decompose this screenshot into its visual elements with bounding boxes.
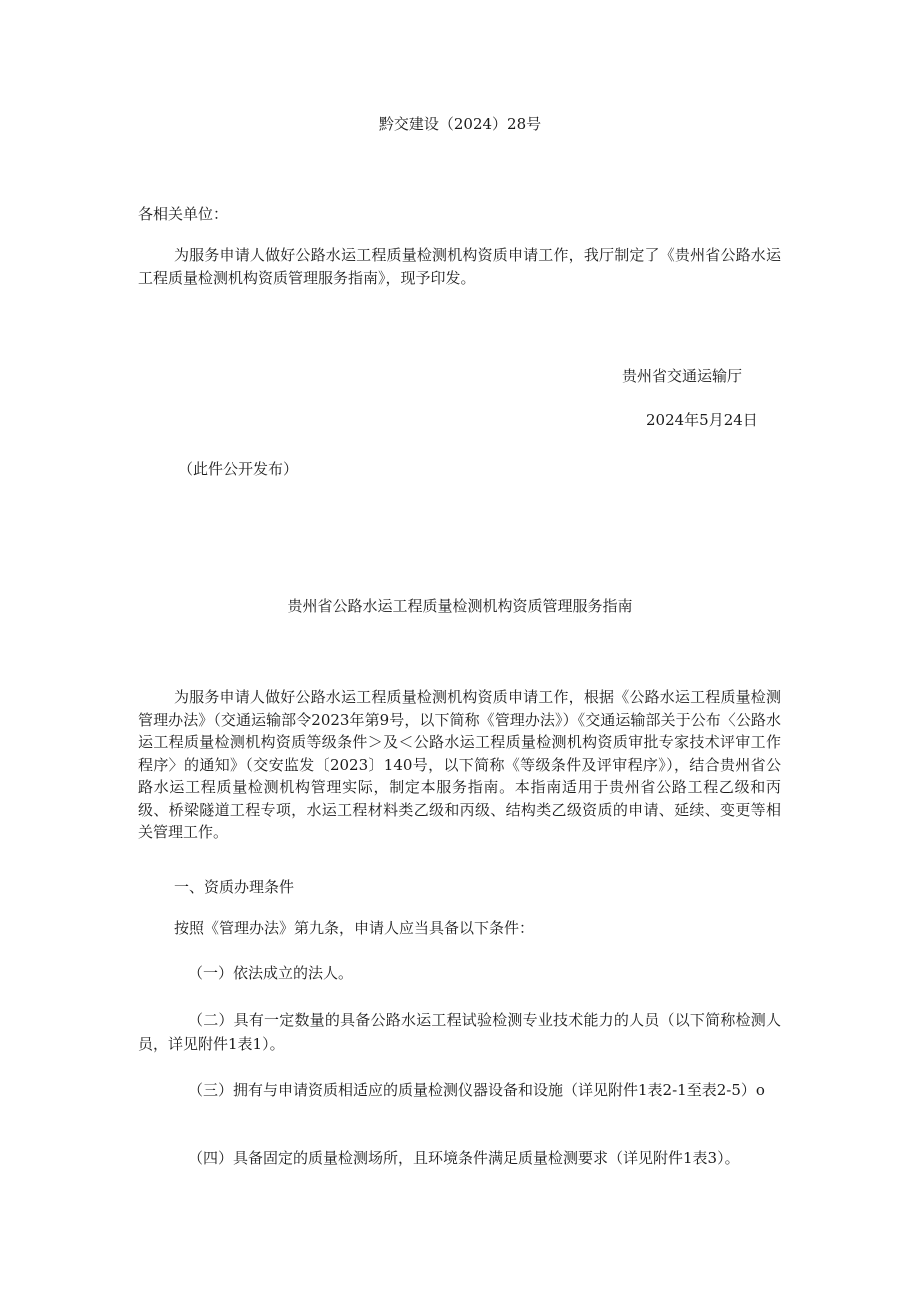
- notice-body: 为服务申请人做好公路水运工程质量检测机构资质申请工作，我厅制定了《贵州省公路水运工程质量检测机构资质管理服务指南》，现予印发。: [138, 246, 781, 287]
- guide-title: 贵州省公路水运工程质量检测机构资质管理服务指南: [287, 597, 633, 615]
- document-number: 黔交建设（2024）28号: [378, 115, 542, 133]
- publication-note: （此件公开发布）: [178, 460, 299, 478]
- condition-item: （四）具备固定的质量检测场所，且环境条件满足质量检测要求（详见附件1表3）。: [188, 1149, 740, 1167]
- issue-date: 2024年5月24日: [646, 411, 758, 429]
- section-lead: 按照《管理办法》第九条，申请人应当具备以下条件：: [174, 919, 535, 937]
- condition-item: （一）依法成立的法人。: [188, 964, 354, 982]
- guide-intro: 为服务申请人做好公路水运工程质量检测机构资质申请工作，根据《公路水运工程质量检测管理办法》（交通运输部令2023年第9号，以下简称《管理办法》）《交通运输部关于公布〈公路水运工程质量检测机构资质等级条件＞及＜公路水运工程质量检测机构资质审批专家技术评审工作程序〉的通知》（交安监发〔2023〕140号，以下简称《等级条件及评审程序》），结合贵州省公路水运工程质量检测机构管理实际，制定本服务指南。本指南适用于贵州省公路工程乙级和丙级、桥梁隧道工程专项，水运工程材料类乙级和丙级、结构类乙级资质的申请、延续、变更等相关管理工作。: [138, 688, 781, 841]
- section-heading: 一、资质办理条件: [174, 878, 295, 896]
- condition-item: （二）具有一定数量的具备公路水运工程试验检测专业技术能力的人员（以下简称检测人员，详见附件1表1）。: [138, 1011, 781, 1053]
- issuer: 贵州省交通运输厅: [622, 367, 743, 385]
- condition-item: （三）拥有与申请资质相适应的质量检测仪器设备和设施（详见附件1表2-1至表2-5）o: [188, 1081, 765, 1099]
- salutation: 各相关单位：: [138, 205, 229, 223]
